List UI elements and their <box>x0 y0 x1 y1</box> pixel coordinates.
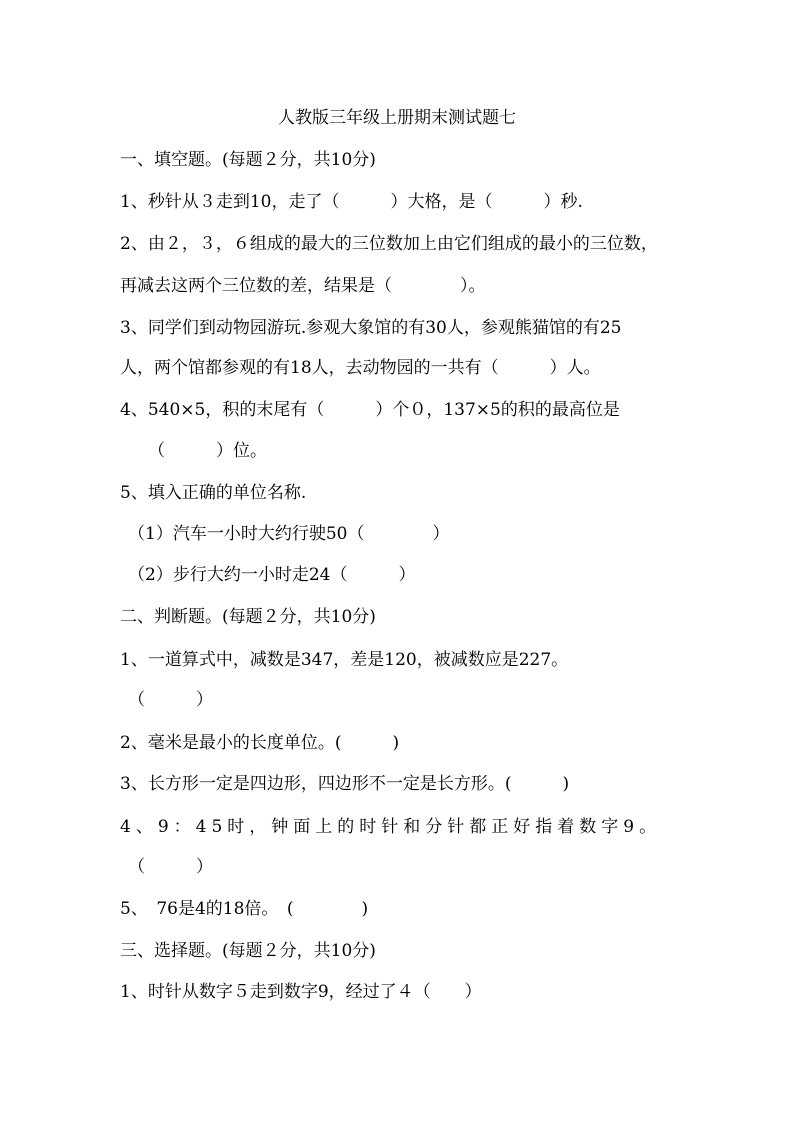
fill-question-5-sub-1: （1）汽车一小时大约行驶50（ ） <box>128 524 450 544</box>
page-title: 人教版三年级上册期末测试题七 <box>278 108 516 128</box>
section-heading-fill: 一、填空题。(每题２分，共10分) <box>120 150 376 170</box>
fill-question-3-line-2: 人，两个馆都参观的有18人，去动物园的一共有（ ）人。 <box>120 358 601 378</box>
judge-question-4-answer-blank: （ ） <box>128 857 213 877</box>
judge-question-5: 5、 76是4的18倍。 ( ) <box>120 899 369 919</box>
section-heading-judge: 二、判断题。(每题２分，共10分) <box>120 607 376 627</box>
judge-question-1-answer-blank: （ ） <box>128 690 213 710</box>
judge-question-1: 1、一道算式中，减数是347，差是120，被减数应是227。 <box>120 650 569 670</box>
fill-question-3-line-1: 3、同学们到动物园游玩.参观大象馆的有30人，参观熊猫馆的有25 <box>120 318 622 338</box>
fill-question-5-sub-2: （2）步行大约一小时走24（ ） <box>128 565 416 585</box>
judge-question-4: 4、9：45时，钟面上的时针和分针都正好指着数字9。 <box>120 817 662 837</box>
fill-question-4-line-2: （ ）位。 <box>148 441 267 461</box>
judge-question-2: 2、毫米是最小的长度单位。( ) <box>120 733 400 753</box>
section-heading-choice: 三、选择题。(每题２分，共10分) <box>120 941 376 961</box>
fill-question-5: 5、填入正确的单位名称. <box>120 483 307 503</box>
fill-question-1: 1、秒针从３走到10，走了（ ）大格，是（ ）秒. <box>120 192 583 212</box>
choice-question-1: 1、时针从数字５走到数字9，经过了４（ ） <box>120 982 482 1002</box>
fill-question-2-line-1: 2、由２，３，６组成的最大的三位数加上由它们组成的最小的三位数， <box>120 234 658 254</box>
fill-question-4-line-1: 4、540×5，积的末尾有（ ）个０，137×5的积的最高位是 <box>120 400 620 420</box>
fill-question-2-line-2: 再减去这两个三位数的差，结果是（ ）。 <box>120 276 486 296</box>
judge-question-3: 3、长方形一定是四边形，四边形不一定是长方形。( ) <box>120 774 570 794</box>
